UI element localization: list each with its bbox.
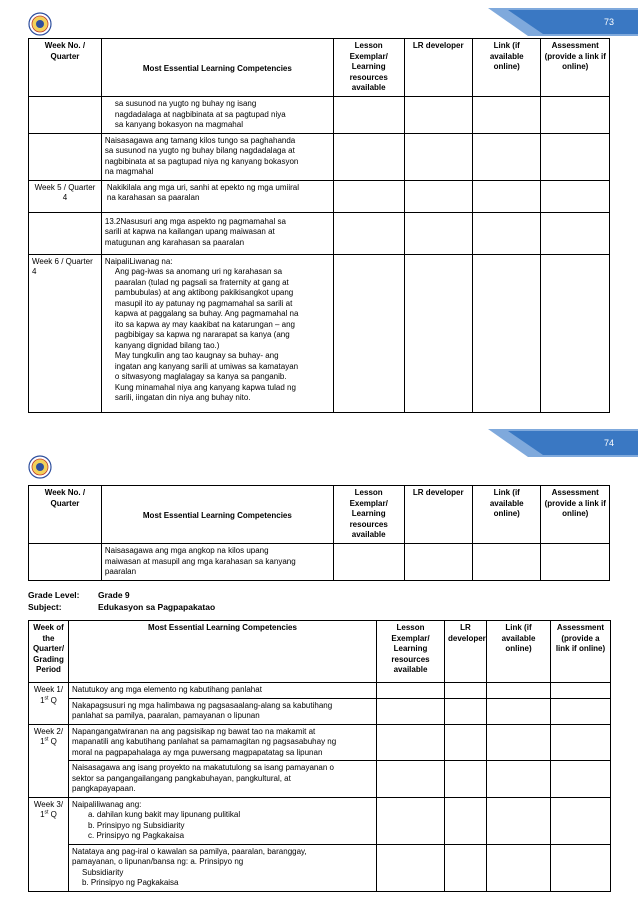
competency-line: sa susunod na yugto ng buhay ng isang bbox=[114, 99, 257, 108]
competency-line: sa kanyang bokasyon na magmahal bbox=[114, 120, 243, 129]
header-melc: Most Essential Learning Competencies bbox=[101, 486, 333, 544]
header-melc: Most Essential Learning Competencies bbox=[69, 621, 377, 683]
table-row bbox=[29, 544, 610, 581]
header-link: Link (if available online) bbox=[487, 621, 551, 683]
header-assessment: Assessment (provide a link if online) bbox=[541, 486, 610, 544]
table-row bbox=[29, 844, 611, 891]
table-row bbox=[29, 797, 611, 844]
header-lr: LR developer bbox=[404, 39, 472, 97]
header-lr: LR developer bbox=[445, 621, 487, 683]
subject: Subject: Edukasyon sa Pagpapakatao bbox=[28, 602, 216, 612]
page-corner-band bbox=[488, 429, 638, 457]
competency-cell: 13.2Nasusuri ang mga aspekto ng pagmamahal sa sarili at kapwa na kailangan upang maiwasan at matugunan ang karahasan sa paaralan bbox=[101, 212, 333, 254]
week-cell bbox=[29, 133, 102, 180]
deped-seal-icon bbox=[28, 12, 52, 36]
competency-cell: Nakikilala ang mga uri, sanhi at epekto ng mga umiiral na karahasan sa paaralan bbox=[101, 180, 333, 212]
header-lesson: Lesson Exemplar/ Learning resources available bbox=[333, 486, 404, 544]
table-row bbox=[29, 698, 611, 724]
table-row bbox=[29, 761, 611, 798]
competency-table bbox=[28, 485, 610, 581]
header-assessment: Assessment (provide a link if online) bbox=[551, 621, 611, 683]
table-row bbox=[29, 180, 610, 212]
competency-cell: Naisasagawa ang tamang kilos tungo sa paghahanda sa susunod na yugto ng buhay bilang nagdadalaga at nagbibinata at sa pagtupad niya ng kanyang bokasyon na magmahal bbox=[101, 133, 333, 180]
table-row bbox=[29, 254, 610, 412]
header-assessment: Assessment (provide a link if online) bbox=[541, 39, 610, 97]
deped-seal-icon bbox=[28, 455, 52, 479]
competency-table bbox=[28, 38, 610, 413]
page-number: 73 bbox=[603, 17, 614, 27]
week-cell: Week 6 / Quarter 4 bbox=[29, 254, 102, 412]
page-74 bbox=[0, 438, 638, 902]
competency-cell: Naipaliliwanag ang: a. dahilan kung bakit may lipunang pulitikal b. Prinsipyo ng Subsidiarity c. Prinsipyo ng Pagkakaisa bbox=[69, 797, 377, 844]
grade-level: Grade Level: Grade 9 bbox=[28, 590, 130, 600]
competency-cell: NaipaliLiwanag na: Ang pag-iwas sa anomang uri ng karahasan sa paaralan (tulad ng pagsali sa fraternity at gang at pambubulas) at ang aktibong pakikisangkot upang masupil ito ay patunay ng pagmamahal sa sarili at kapwa at paggalang sa buhay. Ang pagmamahal na ito sa kapwa ay may kaakibat na katarungan – ang pagbibigay sa kapwa ng nararapat sa kanya (ang kanyang dignidad bilang tao.) May tungkulin ang tao kaugnay sa buhay- ang ingatan ang kanyang sarili at umiwas sa kamatayan o sitwasyong maglalagay sa kanya sa panganib. Kung minamahal niya ang kanyang kapwa tulad ng sarili, iingatan din niya ang buhay nito. bbox=[101, 254, 333, 412]
competency-cell: Napangangatwiranan na ang pagsisikap ng bawat tao na makamit at mapanatili ang kabutihang panlahat sa pamamagitan ng pagsasabuhay ng moral na pagpapahalaga ay mga puwersang magpapatatag sa lipunan bbox=[69, 724, 377, 761]
page-73 bbox=[0, 0, 638, 445]
grade9-competency-table bbox=[28, 620, 611, 892]
header-link: Link (if available online) bbox=[473, 486, 541, 544]
header-week: Week No. / Quarter bbox=[29, 486, 102, 544]
week-cell: Week 5 / Quarter 4 bbox=[29, 180, 102, 212]
competency-line: nagdadalaga at nagbibinata at sa pagtupad niya bbox=[114, 109, 286, 119]
header-lesson: Lesson Exemplar/ Learning resources available bbox=[377, 621, 445, 683]
competency-cell: Nakapagsusuri ng mga halimbawa ng pagsasaalang-alang sa kabutihang panlahat sa pamilya, paaralan, pamayanan o lipunan bbox=[69, 698, 377, 724]
competency-cell: Natataya ang pag-iral o kawalan sa pamilya, paaralan, baranggay, pamayanan, o lipunan/bansa ng: a. Prinsipyo ng Subsidiarity b. Prinsipyo ng Pagkakaisa bbox=[69, 844, 377, 891]
table-row bbox=[29, 683, 611, 699]
competency-cell: Naisasagawa ang mga angkop na kilos upang maiwasan at masupil ang mga karahasan sa kanyang paaralan bbox=[101, 544, 333, 581]
header-week: Week No. / Quarter bbox=[29, 39, 102, 97]
competency-cell bbox=[101, 97, 333, 134]
table-row bbox=[29, 724, 611, 761]
table-row bbox=[29, 133, 610, 180]
table-row bbox=[29, 212, 610, 254]
week-cell: Week 3/ 1st Q bbox=[29, 797, 69, 891]
header-lesson: Lesson Exemplar/ Learning resources available bbox=[333, 39, 404, 97]
week-cell bbox=[29, 212, 102, 254]
week-cell bbox=[29, 544, 102, 581]
table-row bbox=[29, 97, 610, 134]
header-melc: Most Essential Learning Competencies bbox=[101, 39, 333, 97]
week-cell: Week 2/ 1st Q bbox=[29, 724, 69, 797]
header-week: Week of the Quarter/ Grading Period bbox=[29, 621, 69, 683]
week-cell: Week 1/ 1st Q bbox=[29, 683, 69, 725]
competency-cell: Natutukoy ang mga elemento ng kabutihang panlahat bbox=[69, 683, 377, 699]
week-cell bbox=[29, 97, 102, 134]
competency-cell: Naisasagawa ang isang proyekto na makatutulong sa isang pamayanan o sektor sa pangangailangang pangkabuhayan, pangkultural, at pangkapayapaan. bbox=[69, 761, 377, 798]
header-link: Link (if available online) bbox=[473, 39, 541, 97]
page-corner-band bbox=[488, 8, 638, 36]
page-number: 74 bbox=[603, 438, 614, 448]
header-lr: LR developer bbox=[404, 486, 472, 544]
